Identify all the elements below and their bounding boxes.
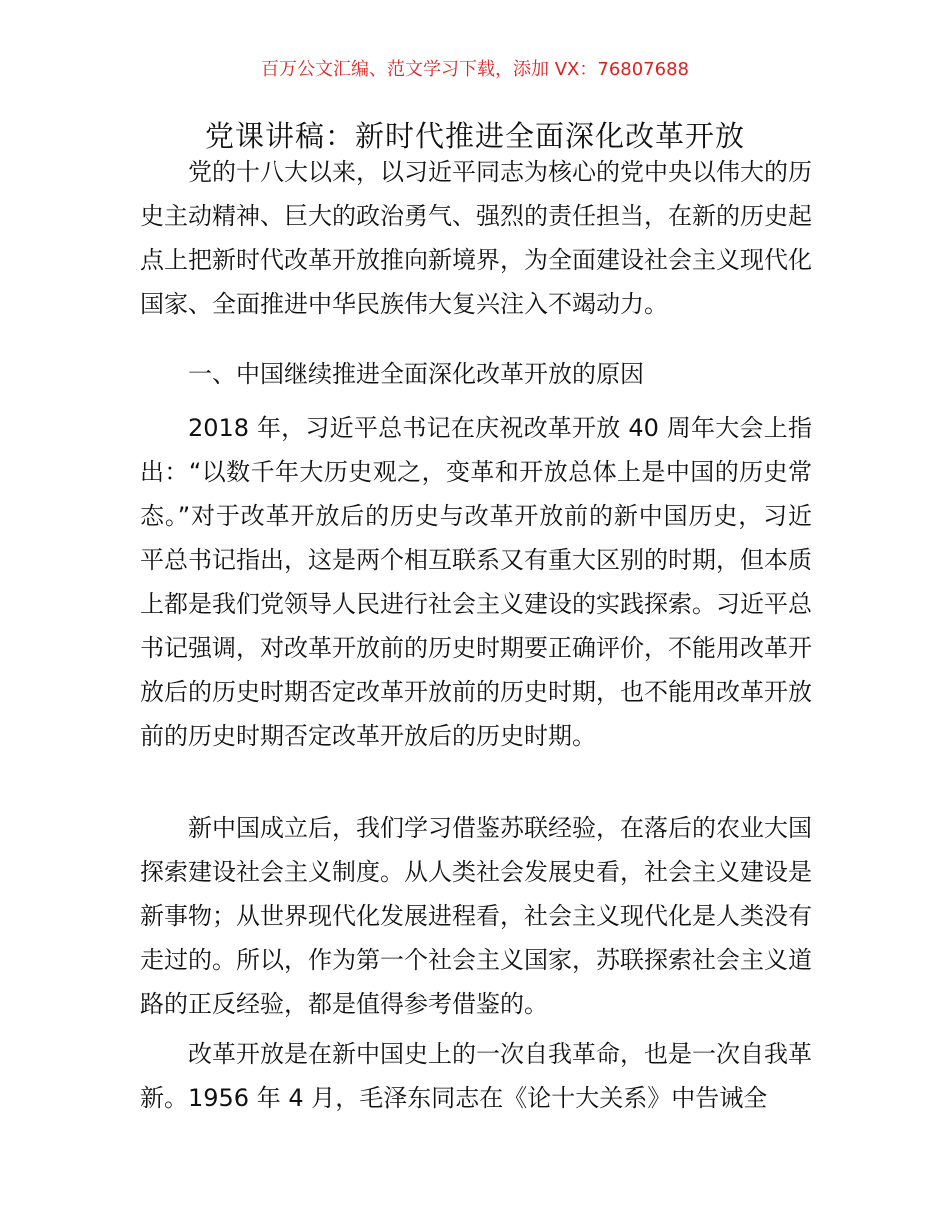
paragraph-text: 党的十八大以来，以习近平同志为核心的党中央以伟大的历史主动精神、巨大的政治勇气、强烈的责任担当，在新的历史起点上把新时代改革开放推向新境界，为全面建设社会主义现代化国家、全面推进中华民族伟大复兴注入不竭动力。 [140,158,812,318]
paragraph-text: 改革开放是在新中国史上的一次自我革命，也是一次自我革新。1956 年 4 月，毛泽东同志在《论十大关系》中告诫全 [140,1040,812,1112]
paragraph-intro [140,150,812,326]
section-heading-text: 一、中国继续推进全面深化改革开放的原因 [188,360,644,388]
paragraph-text: 2018 年，习近平总书记在庆祝改革开放 40 周年大会上指出：“以数千年大历史观之，变革和开放总体上是中国的历史常态。”对于改革开放后的历史与改革开放前的新中国历史，习近平总书记指出，这是两个相互联系又有重大区别的时期，但本质上都是我们党领导人民进行社会主义建设的实践探索。习近平总书记强调，对改革开放前的历史时期要正确评价，不能用改革开放后的历史时期否定改革开放前的历史时期，也不能用改革开放前的历史时期否定改革开放后的历史时期。 [140,414,812,750]
paragraph-self-revolution [140,1032,812,1120]
paragraph-soviet-experience [140,806,812,1026]
section-heading-1 [140,352,812,396]
document-title: 党课讲稿：新时代推进全面深化改革开放 [204,119,745,153]
paragraph-2018-speech [140,406,812,758]
paragraph-text: 新中国成立后，我们学习借鉴苏联经验，在落后的农业大国探索建设社会主义制度。从人类社会发展史看，社会主义建设是新事物；从世界现代化发展进程看，社会主义现代化是人类没有走过的。所以，作为第一个社会主义国家，苏联探索社会主义道路的正反经验，都是值得参考借鉴的。 [140,814,812,1018]
watermark-banner: 百万公文汇编、范文学习下载，添加 VX：76807688 [261,59,689,80]
